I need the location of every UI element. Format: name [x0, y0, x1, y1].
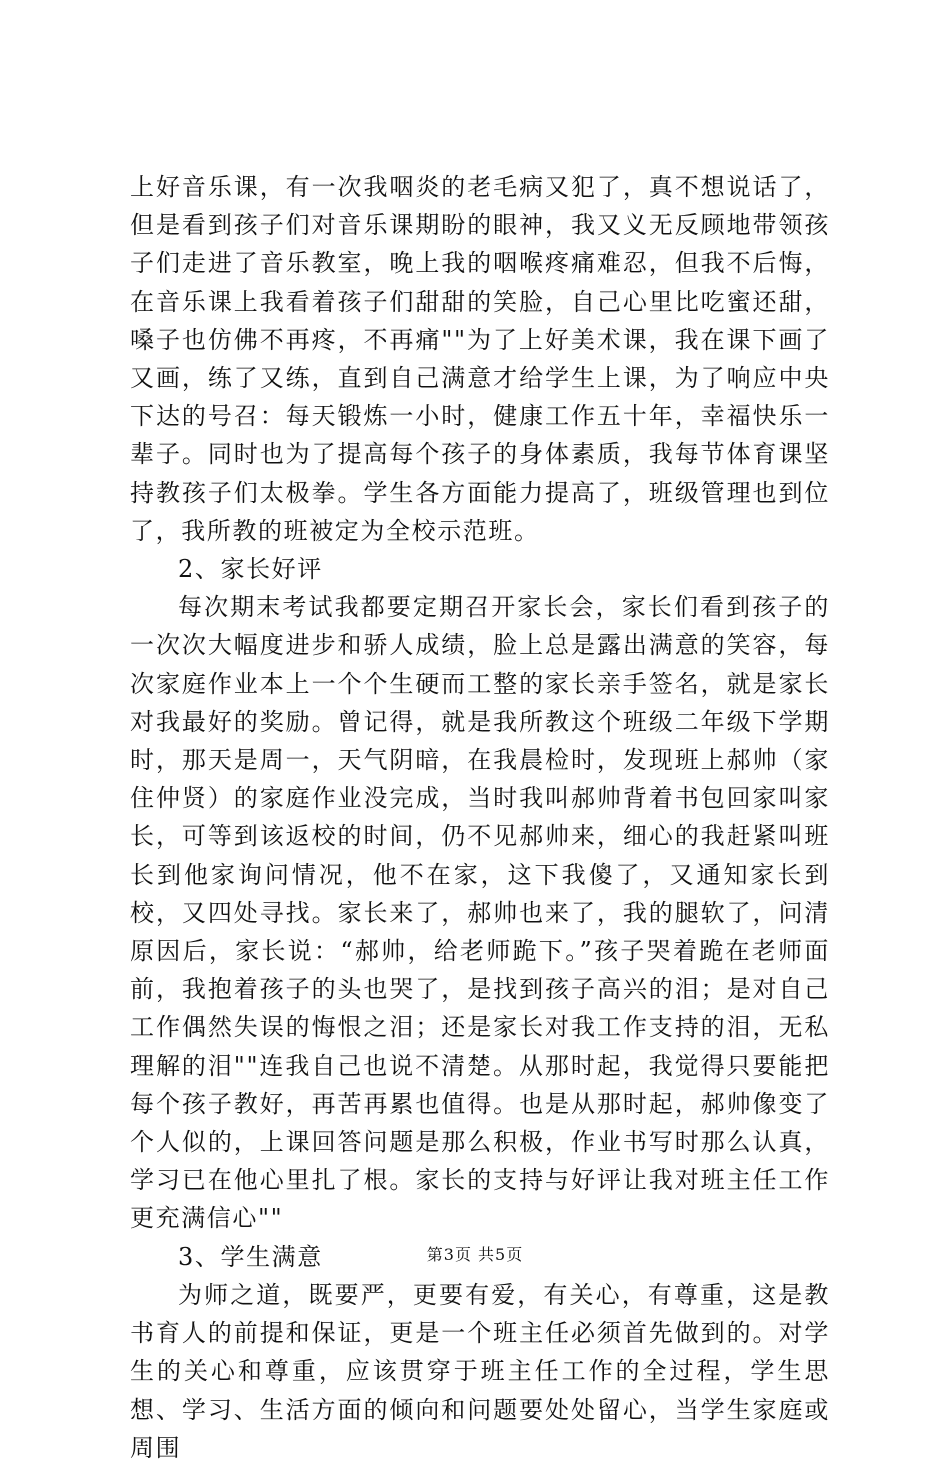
paragraph-student-satisfaction: 为师之道，既要严，更要有爱，有关心，有尊重，这是教书育人的前提和保证，更是一个班主任必须首先做到的。对学生的关心和尊重，应该贯穿于班主任工作的全过程，学生思想、学习、生活方面的倾向和问题要处处留心，当学生家庭或周围: [130, 1280, 830, 1462]
paragraph-parent-praise: 每次期末考试我都要定期召开家长会，家长们看到孩子的一次次大幅度进步和骄人成绩，脸上总是露出满意的笑容，每次家庭作业本上一个个生硬而工整的家长亲手签名，就是家长对我最好的奖励。曾记得，就是我所教这个班级二年级下学期时，那天是周一，天气阴暗，在我晨检时，发现班上郝帅（家住仲贤）的家庭作业没完成，当时我叫郝帅背着书包回家叫家长，可等到该返校的时间，仍不见郝帅来，细心的我赶紧叫班长到他家询问情况，他不在家，这下我傻了，又通知家长到校，又四处寻找。家长来了，郝帅也来了，我的腿软了，问清原因后，家长说：“郝帅，给老师跪下。”孩子哭着跪在老师面前，我抱着孩子的头也哭了，是找到孩子高兴的泪；是对自己工作偶然失误的悔恨之泪；还是家长对我工作支持的泪，无私理解的泪""连我自己也说不清楚。从那时起，我觉得只要能把每个孩子教好，再苦再累也值得。也是从那时起，郝帅像变了个人似的，上课回答问题是那么积极，作业书写时那么认真，学习已在他心里扎了根。家长的支持与好评让我对班主任工作更充满信心"": [130, 593, 830, 1233]
page-number-footer: 第3页 共5页: [426, 1245, 524, 1264]
paragraph-music-art-pe: 上好音乐课，有一次我咽炎的老毛病又犯了，真不想说话了，但是看到孩子们对音乐课期盼的眼神，我又义无反顾地带领孩子们走进了音乐教室，晚上我的咽喉疼痛难忍，但我不后悔，在音乐课上我看着孩子们甜甜的笑脸，自己心里比吃蜜还甜，嗓子也仿佛不再疼，不再痛""为了上好美术课，我在课下画了又画，练了又练，直到自己满意才给学生上课，为了响应中央下达的号召：每天锻炼一小时，健康工作五十年，幸福快乐一辈子。同时也为了提高每个孩子的身体素质，我每节体育课坚持教孩子们太极拳。学生各方面能力提高了，班级管理也到位了，我所教的班被定为全校示范班。: [130, 173, 830, 545]
section-heading-parent-praise: 2、家长好评: [178, 555, 323, 584]
section-heading-student-satisfaction: 3、学生满意: [178, 1242, 323, 1271]
document-body: [130, 168, 830, 1467]
